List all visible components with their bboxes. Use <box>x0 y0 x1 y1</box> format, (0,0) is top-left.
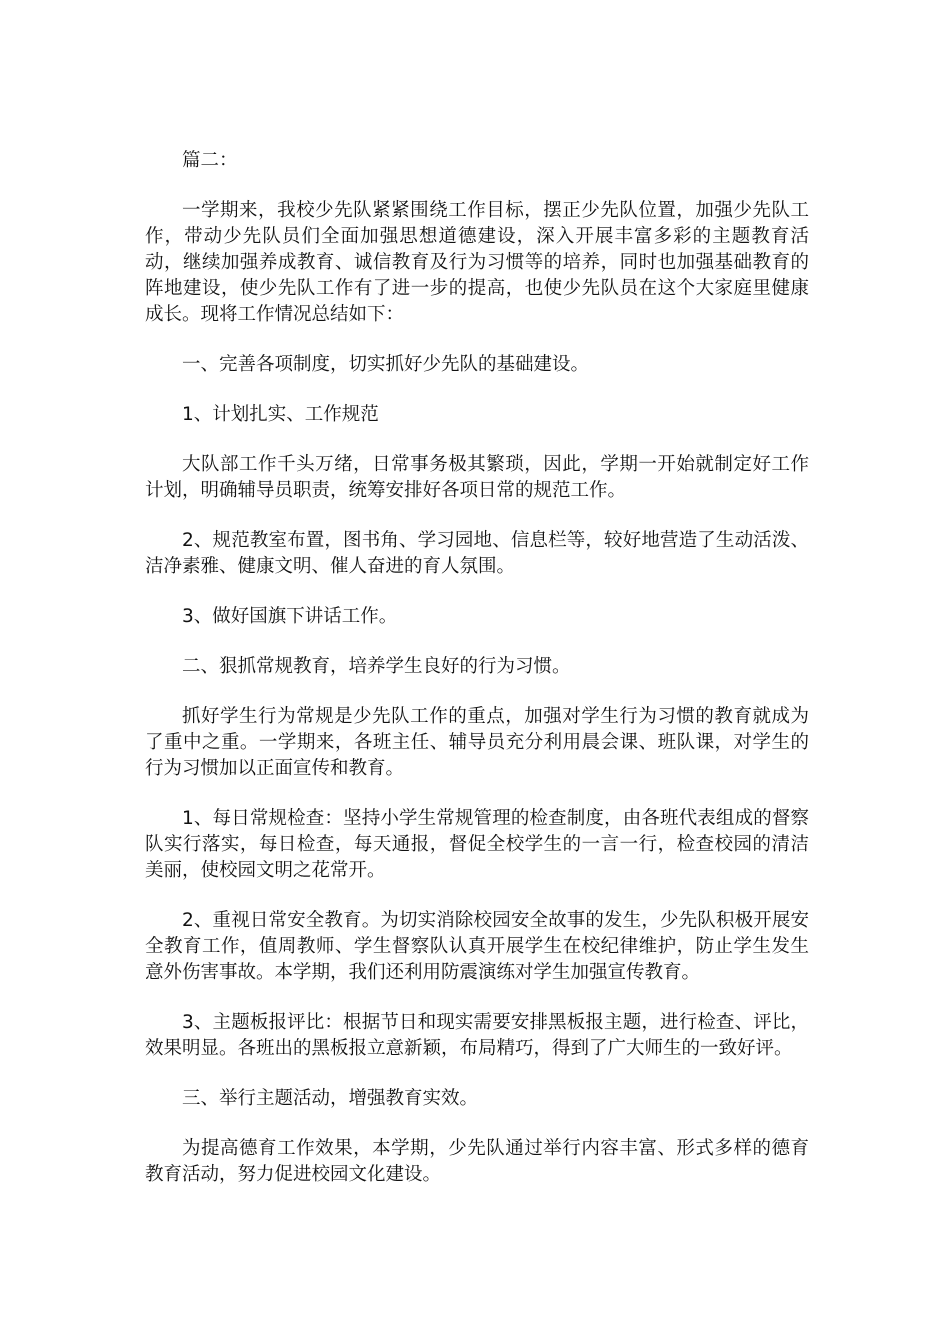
section-heading-2: 二、狠抓常规教育，培养学生良好的行为习惯。 <box>182 656 571 677</box>
paragraph-1-3: 3、做好国旗下讲话工作。 <box>182 606 398 627</box>
paragraph-2-intro: 抓好学生行为常规是少先队工作的重点，加强对学生行为习惯的教育就成为了重中之重。一学期来，各班主任、辅导员充分利用晨会课、班队课，对学生的行为习惯加以正面宣传和教育。 <box>145 706 809 779</box>
section-heading: 篇二： <box>182 150 238 171</box>
section-heading-3: 三、举行主题活动，增强教育实效。 <box>182 1088 479 1109</box>
paragraph-2-1: 1、每日常规检查：坚持小学生常规管理的检查制度，由各班代表组成的督察队实行落实，每日检查，每天通报，督促全校学生的一言一行，检查校园的清洁美丽，使校园文明之花常开。 <box>145 808 809 881</box>
intro-paragraph: 一学期来，我校少先队紧紧围绕工作目标，摆正少先队位置，加强少先队工作，带动少先队员们全面加强思想道德建设，深入开展丰富多彩的主题教育活动，继续加强养成教育、诚信教育及行为习惯等的培养，同时也加强基础教育的阵地建设，使少先队工作有了进一步的提高，也使少先队员在这个大家庭里健康成长。现将工作情况总结如下： <box>145 200 809 325</box>
section-heading-1: 一、完善各项制度，切实抓好少先队的基础建设。 <box>182 354 590 375</box>
paragraph-2-2: 2、重视日常安全教育。为切实消除校园安全故事的发生，少先队积极开展安全教育工作，值周教师、学生督察队认真开展学生在校纪律维护，防止学生发生意外伤害事故。本学期，我们还利用防震演练对学生加强宣传教育。 <box>145 910 809 983</box>
paragraph-2-3: 3、主题板报评比：根据节日和现实需要安排黑板报主题，进行检查、评比，效果明显。各班出的黑板报立意新颖，布局精巧，得到了广大师生的一致好评。 <box>145 1012 809 1059</box>
paragraph-3-intro: 为提高德育工作效果，本学期，少先队通过举行内容丰富、形式多样的德育教育活动，努力促进校园文化建设。 <box>145 1138 809 1185</box>
paragraph-1-2: 2、规范教室布置，图书角、学习园地、信息栏等，较好地营造了生动活泼、洁净素雅、健康文明、催人奋进的育人氛围。 <box>145 530 809 577</box>
subheading-1-1: 1、计划扎实、工作规范 <box>182 404 379 425</box>
paragraph-1-1: 大队部工作千头万绪，日常事务极其繁琐，因此，学期一开始就制定好工作计划，明确辅导员职责，统筹安排好各项日常的规范工作。 <box>145 454 809 501</box>
document-page <box>145 148 809 1212</box>
